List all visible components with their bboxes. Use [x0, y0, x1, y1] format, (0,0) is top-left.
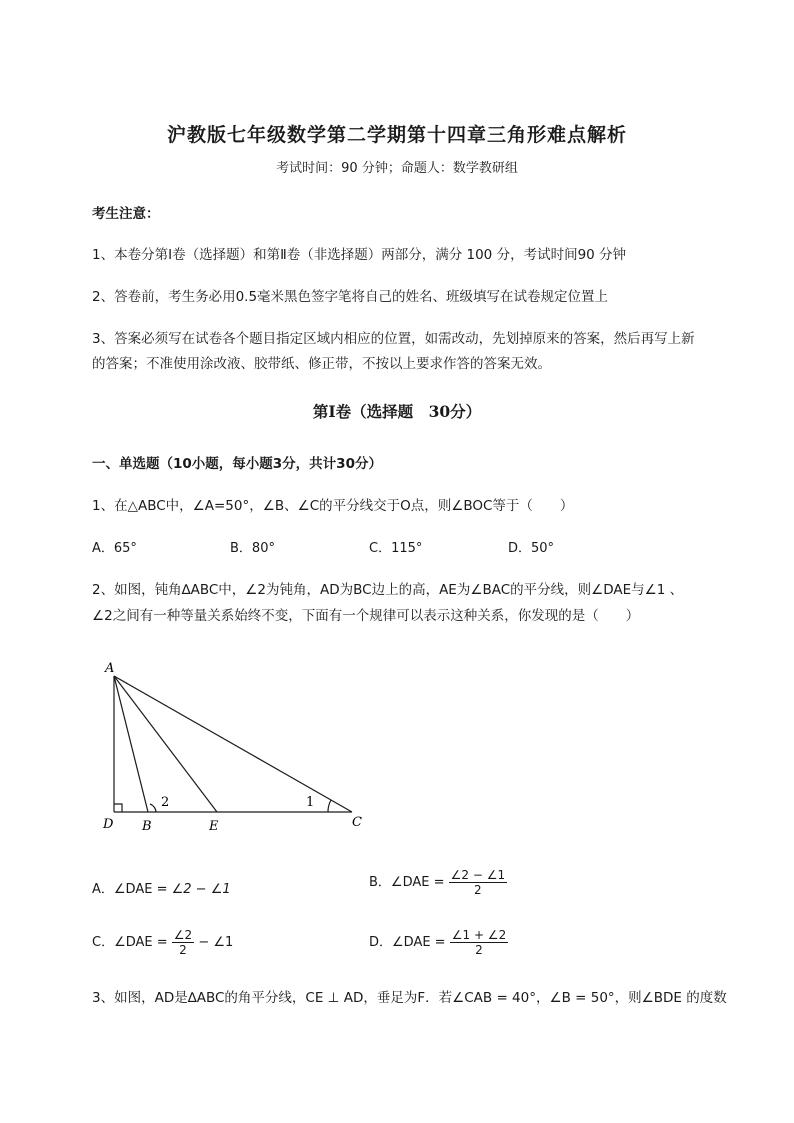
segment-ac: [114, 676, 352, 812]
option-c-fraction: [172, 928, 194, 957]
question-1-option-b: B．80°: [230, 541, 275, 556]
question-2-option-a: [92, 878, 231, 897]
notice-heading: 考生注意：: [92, 206, 160, 222]
label-d: D: [103, 817, 114, 832]
right-angle-mark: [114, 804, 122, 812]
option-b-denominator: 2: [474, 883, 482, 897]
angle-2-arc: [150, 804, 156, 812]
notice-item-1: 1、本卷分第Ⅰ卷（选择题）和第Ⅱ卷（非选择题）两部分，满分 100 分，考试时间90 分钟: [92, 247, 627, 263]
label-e: E: [209, 819, 219, 834]
label-b: B: [142, 819, 152, 834]
question-2-line-1: 2、如图，钝角∆ABC中，∠2为钝角，AD为BC边上的高，AE为∠BAC的平分线，则∠DAE与∠1 、: [92, 582, 684, 598]
section-heading: 一、单选题（10小题，每小题3分，共计30分）: [92, 456, 382, 472]
segment-ae: [114, 676, 217, 812]
exam-info: 考试时间：90 分钟；命题人：数学教研组: [276, 161, 518, 176]
question-2-option-d: [369, 928, 508, 957]
angle-1-arc: [328, 800, 331, 812]
option-d-denominator: 2: [475, 943, 483, 957]
question-1-text: 1、在△ABC中，∠A=50°，∠B、∠C的平分线交于O点，则∠BOC等于（ ）: [92, 498, 574, 514]
question-3-text: 3、如图，AD是∆ABC的角平分线，CE ⊥ AD，垂足为F．若∠CAB = 40°，∠B = 50°，则∠BDE 的度数: [92, 990, 727, 1006]
label-a: A: [105, 661, 115, 676]
segment-ab: [114, 676, 148, 812]
triangle-figure: [95, 652, 375, 837]
option-d-prefix: D．∠DAE =: [369, 935, 446, 950]
question-1-option-a: A．65°: [92, 541, 137, 556]
label-c: C: [352, 815, 362, 830]
question-2-line-2: ∠2之间有一种等量关系始终不变，下面有一个规律可以表示这种关系，你发现的是（ ）: [92, 608, 640, 624]
question-2-option-c: [92, 928, 233, 957]
label-angle-2: 2: [161, 795, 170, 810]
option-d-fraction: [450, 928, 508, 957]
notice-item-3: 3、答案必须写在试卷各个题目指定区域内相应的位置，如需改动，先划掉原来的答案，然后再写上新: [92, 331, 695, 347]
option-b-prefix: B．∠DAE =: [369, 875, 445, 890]
notice-item-3-cont: 的答案；不准使用涂改液、胶带纸、修正带，不按以上要求作答的答案无效。: [92, 356, 551, 372]
question-1-option-c: C．115°: [369, 541, 423, 556]
option-c-numerator: ∠2: [173, 928, 193, 942]
question-2-option-b: [369, 868, 507, 897]
option-c-suffix: − ∠1: [198, 935, 234, 950]
label-angle-1: 1: [306, 795, 315, 810]
option-b-numerator: ∠2 − ∠1: [450, 868, 506, 882]
option-d-numerator: ∠1 + ∠2: [451, 928, 507, 942]
option-b-fraction: [449, 868, 507, 897]
notice-item-2: 2、答卷前，考生务必用0.5毫米黑色签字笔将自己的姓名、班级填写在试卷规定位置上: [92, 289, 609, 305]
option-a-prefix: A．∠DAE =: [92, 882, 168, 897]
option-c-prefix: C．∠DAE =: [92, 935, 168, 950]
section-title: 第Ⅰ卷（选择题 30分）: [312, 402, 482, 421]
option-c-denominator: 2: [179, 943, 187, 957]
page-title: 沪教版七年级数学第二学期第十四章三角形难点解析: [166, 124, 627, 146]
option-a-expr: ∠2 − ∠1: [171, 882, 231, 897]
question-1-option-d: D．50°: [508, 541, 555, 556]
